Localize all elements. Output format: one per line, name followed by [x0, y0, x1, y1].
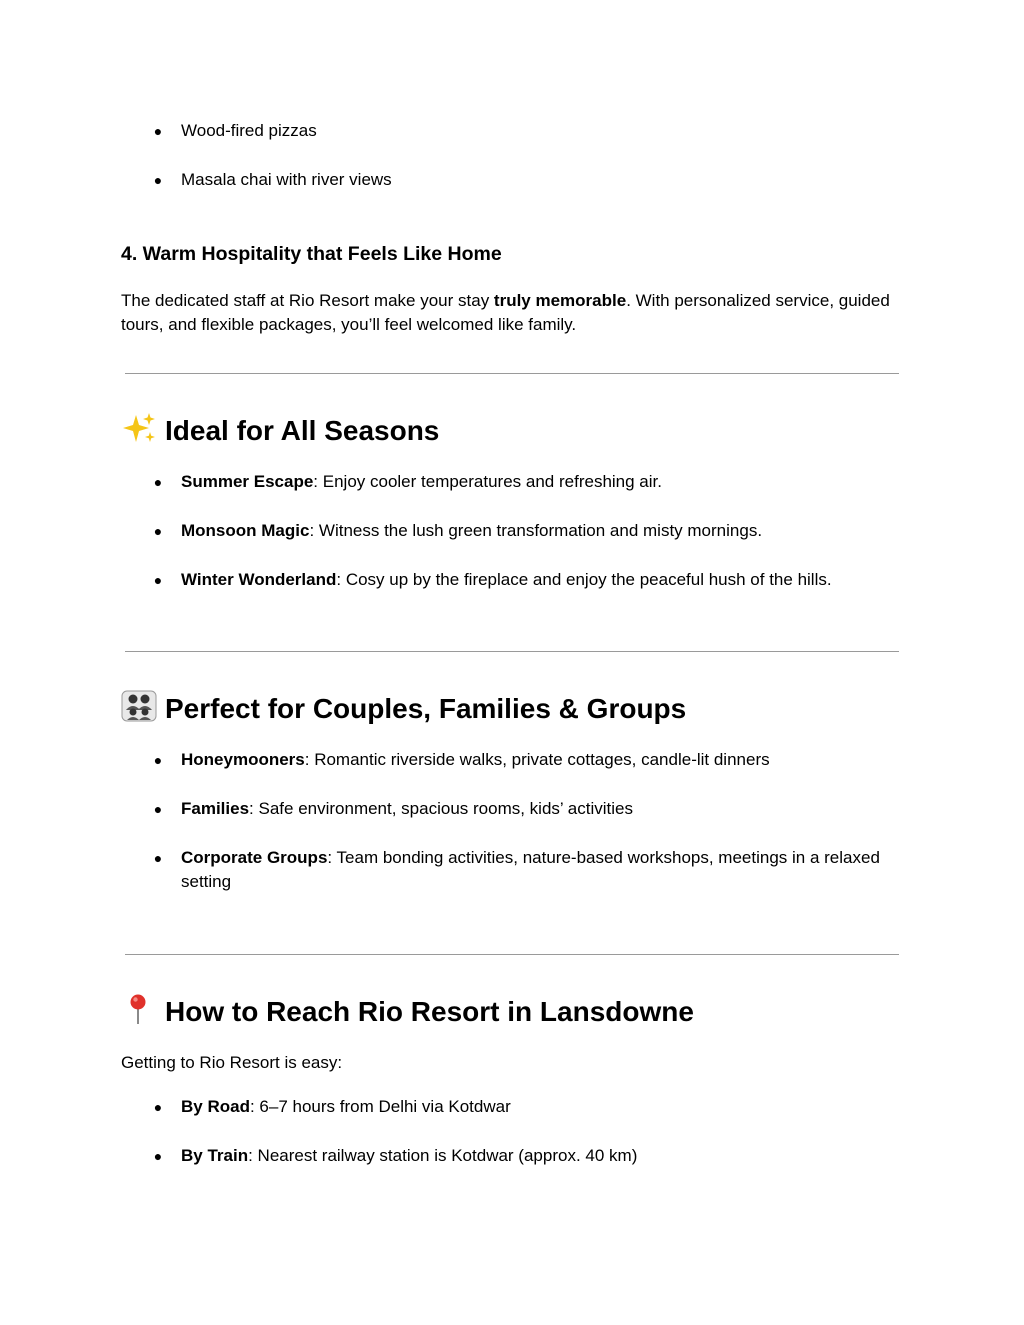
list-item-desc: : Romantic riverside walks, private cottages, candle-lit dinners — [304, 750, 770, 769]
divider — [125, 373, 899, 374]
list-item-desc: : Team bonding activities, nature-based workshops, meetings in a relaxed setting — [181, 848, 880, 891]
list-item-desc: : Nearest railway station is Kotdwar (approx. 40 km) — [248, 1146, 638, 1165]
list-item-bold: By Road — [181, 1097, 250, 1116]
reach-intro: Getting to Rio Resort is easy: — [121, 1053, 343, 1072]
list-item-text — [181, 519, 891, 543]
list-item-bold: Summer Escape — [181, 472, 314, 491]
list-item-text — [181, 748, 891, 772]
list-item-bold: Monsoon Magic — [181, 521, 310, 540]
bullet: ● — [153, 523, 163, 539]
list-item-bold: Corporate Groups — [181, 848, 328, 867]
divider — [125, 651, 899, 652]
section-title: Ideal for All Seasons — [165, 415, 440, 446]
bullet: ● — [153, 752, 163, 768]
divider — [125, 954, 899, 955]
hospitality-heading: 4. Warm Hospitality that Feels Like Home — [121, 243, 502, 265]
bullet: ● — [153, 474, 163, 490]
list-item-text — [181, 470, 891, 494]
hospitality-paragraph — [121, 289, 911, 337]
bullet: ● — [153, 801, 163, 817]
list-item-bold: Winter Wonderland — [181, 570, 337, 589]
list-item-desc: : 6–7 hours from Delhi via Kotdwar — [249, 1097, 511, 1116]
list-item-text — [181, 797, 891, 821]
family-icon — [121, 690, 157, 722]
paragraph-text: The dedicated staff at Rio Resort make your stay — [121, 291, 494, 310]
paragraph-bold: truly memorable — [493, 291, 627, 310]
list-item-bold: Families — [181, 799, 250, 818]
bullet: ● — [153, 1148, 163, 1164]
list-item-text — [181, 846, 891, 894]
list-item-text — [181, 568, 891, 592]
bullet: ● — [153, 123, 163, 139]
list-item-desc: : Safe environment, spacious rooms, kids’ activities — [249, 799, 633, 818]
section-title: Perfect for Couples, Families & Groups — [165, 693, 687, 724]
bullet: ● — [153, 850, 163, 866]
paragraph-text: . With personalized service, guided tours, and flexible packages, you’ll feel welcomed like family. — [121, 291, 890, 334]
list-item-desc: : Cosy up by the fireplace and enjoy the peaceful hush of the hills. — [336, 570, 832, 589]
reach-heading — [121, 993, 694, 1030]
list-item-text: Masala chai with river views — [181, 170, 392, 189]
bullet: ● — [153, 1099, 163, 1115]
bullet: ● — [153, 572, 163, 588]
list-item-text — [181, 1144, 891, 1168]
seasons-heading — [121, 412, 439, 449]
list-item-text — [181, 1095, 891, 1119]
pin-icon — [121, 993, 157, 1025]
list-item-bold: By Train — [181, 1146, 249, 1165]
list-item-desc: : Enjoy cooler temperatures and refreshing air. — [313, 472, 662, 491]
bullet: ● — [153, 172, 163, 188]
section-title: How to Reach Rio Resort in Lansdowne — [165, 996, 694, 1027]
list-item-desc: : Witness the lush green transformation and misty mornings. — [309, 521, 763, 540]
list-item-bold: Honeymooners — [181, 750, 305, 769]
groups-heading — [121, 690, 686, 727]
list-item-text: Wood-fired pizzas — [181, 121, 317, 140]
sparkles-icon — [121, 412, 157, 444]
